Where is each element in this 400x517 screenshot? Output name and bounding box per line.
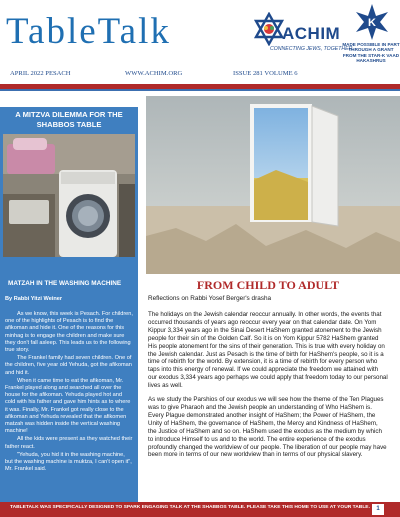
newsletter-title: TableTalk xyxy=(6,11,171,52)
sidebar-author: By Rabbi Yitzi Weiner xyxy=(5,296,63,302)
open-door-illustration xyxy=(146,96,400,274)
article-paragraph: As we study the Parshios of our exodus we will see how the theme of the Ten Plagues was to give Pharaoh and the Jewish people an understanding of Who HaShem is. Every Plague demonstrated another insight of HaShem; the Power of HaShem, the Unity of HaShem, the governance of HaShem, the Mercy and Kindness of HaShem, the Justice of HaShem and so on. HaShem used the exodus as the medium by which to introduce Himself to us and to the world. The entire experience of the exodus profoundly changed the worldview of our people. The liberation of our people may have been more in terms of our new worldview than in terms of our physical slavery. xyxy=(148,396,387,459)
washing-machine-illustration xyxy=(3,134,135,257)
star-of-david-icon xyxy=(252,12,286,46)
sidebar-paragraph: As we know, this week is Pesach. For children, one of the highlights of Pesach is to find the afikoman and hide it. One of the reasons for this minhag is to engage the children and make sure they don't fall asleep. This leads us to the following true story. xyxy=(5,311,133,354)
sidebar-paragraph: When it came time to eat the afikoman, Mr. Frankel played along and searched all over the house for the afikoman. Yehuda played hot and cold with his father and gave him hints as to where it was. Finally, Mr. Frankel got really close to the afikoman and Yehuda revealed that the afikomen matzah was hidden inside the vertical washing machine! xyxy=(5,377,131,435)
achim-tagline: CONNECTING JEWS, TOGETHER xyxy=(270,46,353,52)
achim-logo xyxy=(252,10,353,58)
achim-wordmark: ACHIM xyxy=(282,24,341,43)
sidebar-paragraph: The Frankel family had seven children. One of the children, five year old Yehuda, got the afikoman and hid it. xyxy=(5,355,132,376)
sidebar-paragraph: "Yehuda, you hid it in the washing machine, but the washing machine is muktza, I can't open it", Mr. Frankel said. xyxy=(5,451,132,473)
grant-notice: MADE POSSIBLE IN PART THROUGH A GRANT FROM THE STAR-K VAAD HAKASHRUS xyxy=(342,42,400,64)
sidebar-heading: A MITZVA DILEMMA FOR THE SHABBOS TABLE xyxy=(15,110,123,129)
footer-note: TABLETALK WAS SPECIFICALLY DESIGNED TO SPARK ENGAGING TALK AT THE SHABBOS TABLE. PLEASE TAKE THIS HOME TO USE AT YOUR TABLE. xyxy=(10,505,370,510)
article-body xyxy=(148,311,388,465)
washing-machine-photo xyxy=(3,134,135,257)
issue-bar xyxy=(0,68,340,80)
star-k-letter: K xyxy=(368,17,376,29)
page-number: 1 xyxy=(372,504,384,515)
star-k-logo-icon xyxy=(344,2,400,42)
open-door-desert-photo xyxy=(146,96,400,274)
sidebar-caption: MATZAH IN THE WASHING MACHINE xyxy=(8,280,122,287)
sidebar-paragraph: All the kids were present as they watched their father react. xyxy=(5,436,133,450)
website-link[interactable]: WWW.ACHIM.ORG xyxy=(125,70,183,77)
article-title: FROM CHILD TO ADULT xyxy=(196,278,340,292)
article-paragraph: The holidays on the Jewish calendar reoccur annually. In other words, the events that occurred thousands of years ago reoccur every year on that calendar date. On Yom Kippur 3,334 years ago in the Sinai Desert HaShem granted atonement to the Jewish people for their sin of the Golden Calf. So it is on Yom Kippur 5782 HaShem granted His people atonement for the sins of their generation. This is true with every holiday on the Jewish calendar. Just as Pesach is the time of birth for HaShem's people, so it is a time of rebirth for the world. By extension, it is a time of rebirth for every person who taps into this energy of renewal. If we could appreciate the freedom we attained with our exodus 3,334 years ago perhaps we could apply that freedom today to our personal lives as well. xyxy=(148,311,388,390)
sidebar-story xyxy=(5,311,133,474)
issue-number: ISSUE 281 VOLUME 6 xyxy=(233,70,298,77)
article-subtitle: Reflections on Rabbi Yosef Berger's drasha xyxy=(148,295,272,302)
header-divider-blue xyxy=(0,89,400,91)
issue-date: APRIL 2022 PESACH xyxy=(10,70,71,77)
